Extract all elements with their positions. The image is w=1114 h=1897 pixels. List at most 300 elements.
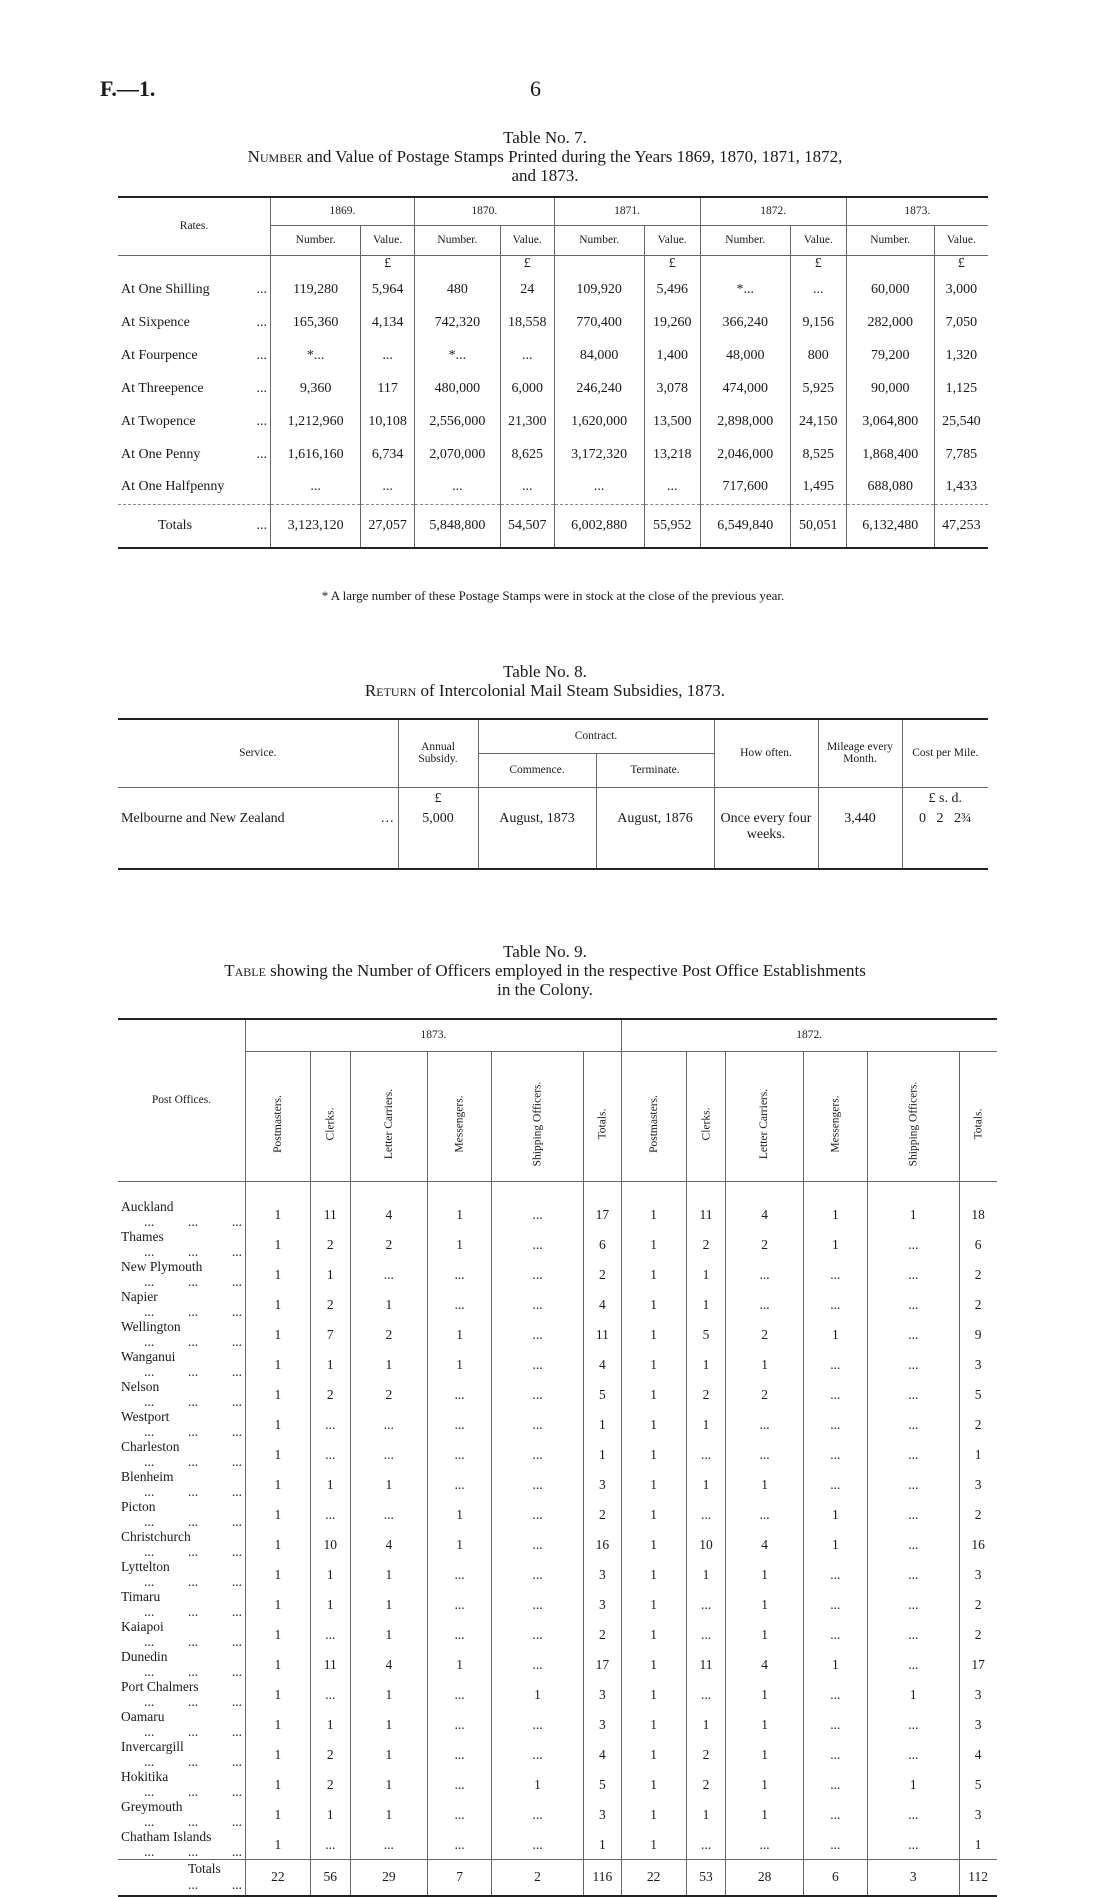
officer-count: 1 [621,1619,686,1649]
post-office-cell [118,1799,246,1829]
table7-title-block [110,128,980,185]
post-office-name: Westport [121,1409,170,1424]
officer-count: 1 [246,1769,311,1799]
post-office-cell [118,1619,246,1649]
totals-leader: ... [256,517,268,533]
officer-count: ... [803,1289,867,1319]
officer-count: 1 [427,1199,491,1229]
post-office-name: Charleston [121,1439,180,1454]
stamp-cell: 366,240 [700,306,790,339]
t8-commence-header: Commence. [478,753,596,787]
officer-count: 1 [350,1679,427,1709]
officer-count: 1 [492,1769,584,1799]
officer-count: 5 [959,1379,996,1409]
officer-count: ... [492,1379,584,1409]
table7-title-rest: and Value of Postage Stamps Printed during the Years 1869, 1870, 1871, 1872, [302,147,843,166]
officer-count: 1 [246,1739,311,1769]
rate-leader: ... [256,314,268,330]
officer-count: 1 [726,1559,803,1589]
officer-count: 1 [310,1589,350,1619]
officer-count: ... [427,1709,491,1739]
stamp-cell: 1,400 [644,339,700,372]
col-header-0-0 [246,1051,311,1181]
col-header-label: Letter Carriers. [382,1088,395,1159]
table-row [118,1619,997,1649]
officer-count: 6 [583,1229,621,1259]
stamp-cell: 1,125 [934,372,988,405]
table-row [118,1289,997,1319]
officer-count: 1 [621,1319,686,1349]
officer-count: 1 [310,1559,350,1589]
pound-sign: £ [644,255,700,273]
t8-mileage-header: Mileage every Month. [818,719,902,787]
row-leader: ... ... ... [144,1664,242,1679]
stamp-cell: 3,000 [934,273,988,306]
officer-count: 4 [726,1649,803,1679]
officer-count: 1 [246,1709,311,1739]
officer-count: 1 [621,1379,686,1409]
officer-count: ... [686,1439,726,1469]
t8-annual-header: Annual Subsidy. [398,719,478,787]
officer-count: 3 [583,1589,621,1619]
page-number: 6 [530,76,541,101]
table8-title-lead: Return [364,681,417,700]
officer-count: ... [803,1259,867,1289]
officer-count: ... [803,1739,867,1769]
t9-totals-value: 116 [583,1860,621,1896]
officer-count: 2 [310,1769,350,1799]
table9-grid [118,1018,997,1897]
officer-count: 1 [621,1289,686,1319]
officer-count: 10 [686,1529,726,1559]
officer-count: ... [350,1439,427,1469]
officer-count: 1 [621,1349,686,1379]
stamp-cell: *... [271,339,361,372]
stamp-cell: 480,000 [414,372,500,405]
stamp-cell: 717,600 [700,471,790,504]
post-office-cell [118,1829,246,1860]
officer-count: 4 [726,1529,803,1559]
post-office-cell [118,1229,246,1259]
officer-count: 1 [246,1469,311,1499]
t9-totals-cell [118,1860,246,1896]
officer-count: 5 [959,1769,996,1799]
col-header-label: Totals. [972,1108,985,1139]
row-leader: ... ... ... [144,1724,242,1739]
post-office-name: Auckland [121,1199,174,1214]
totals-row [118,504,988,548]
officer-count: ... [350,1409,427,1439]
post-office-name: Chatham Islands [121,1829,212,1844]
rate-label: At One Shilling [121,281,210,297]
stamp-cell: 5,964 [361,273,415,306]
rate-label: At Fourpence [121,347,198,363]
officer-count: ... [867,1259,959,1289]
stamp-cell: 1,868,400 [846,438,934,471]
table-row [118,1799,997,1829]
row-leader: ... ... ... [144,1394,242,1409]
officer-count: ... [726,1829,803,1860]
officer-count: 2 [350,1319,427,1349]
officer-count: 3 [583,1679,621,1709]
col-header-label: Messengers. [453,1094,466,1153]
officer-count: 1 [492,1679,584,1709]
stamp-cell: 4,134 [361,306,415,339]
stamp-cell: 742,320 [414,306,500,339]
stamp-cell: 6,000 [500,372,554,405]
officer-count: 11 [686,1649,726,1679]
col-header-label: Letter Carriers. [758,1088,771,1159]
t8-service [118,811,398,869]
officer-count: ... [492,1409,584,1439]
stamp-cell: 2,070,000 [414,438,500,471]
officer-count: 1 [427,1319,491,1349]
officer-count: 1 [686,1349,726,1379]
officer-count: ... [803,1829,867,1860]
stamp-cell: ... [554,471,644,504]
officer-count: ... [686,1829,726,1860]
officer-count: 1 [350,1289,427,1319]
officer-count: ... [867,1529,959,1559]
officer-count: ... [867,1649,959,1679]
stamp-cell: *... [700,273,790,306]
t8-unit-pound: £ [398,787,478,811]
number-header-2: Number. [554,225,644,255]
officer-count: 18 [959,1199,996,1229]
stamp-cell: 3,172,320 [554,438,644,471]
officer-count: ... [726,1289,803,1319]
stamp-cell: 109,920 [554,273,644,306]
officer-count: ... [427,1469,491,1499]
officer-count: ... [492,1349,584,1379]
officer-count: 4 [583,1739,621,1769]
officer-count: ... [726,1259,803,1289]
pound-sign: £ [500,255,554,273]
stamp-cell: 21,300 [500,405,554,438]
number-header-0: Number. [271,225,361,255]
table8-caption: Table No. 8. [503,662,587,681]
post-office-cell [118,1559,246,1589]
officer-count: 1 [246,1619,311,1649]
officer-count: ... [803,1769,867,1799]
row-leader: ... ... ... [144,1754,242,1769]
stamp-cell: ... [361,471,415,504]
col-header-label: Messengers. [829,1094,842,1153]
t9-totals-value: 7 [427,1860,491,1896]
year-1873: 1873. [846,197,988,225]
post-office-name: Picton [121,1499,156,1514]
year-1872: 1872. [700,197,846,225]
officer-count: 4 [350,1529,427,1559]
officer-count: 1 [686,1469,726,1499]
officer-count: 10 [310,1529,350,1559]
officer-count: 1 [310,1799,350,1829]
officer-count: ... [867,1589,959,1619]
rate-cell [118,372,271,405]
stamp-cell: 7,050 [934,306,988,339]
stamp-cell: 246,240 [554,372,644,405]
totals-value: 50,051 [790,504,846,548]
rate-leader: ... [256,281,268,297]
rate-label: At Twopence [121,413,196,429]
officer-count: 3 [959,1349,996,1379]
t8-cost-header: Cost per Mile. [902,719,988,787]
rate-cell [118,471,271,504]
totals-value: 5,848,800 [414,504,500,548]
post-office-name: Invercargill [121,1739,184,1754]
officer-count: ... [867,1709,959,1739]
officer-count: ... [310,1409,350,1439]
officer-count: 1 [726,1589,803,1619]
totals-value: 6,132,480 [846,504,934,548]
stamp-cell: 24,150 [790,405,846,438]
row-leader: ... ... ... [144,1244,242,1259]
officer-count: 7 [310,1319,350,1349]
value-header-0: Value. [361,225,415,255]
post-office-name: New Plymouth [121,1259,203,1274]
officer-count: 1 [246,1829,311,1860]
officer-count: 1 [621,1439,686,1469]
rate-cell [118,306,271,339]
officer-count: 1 [350,1349,427,1379]
officer-count: 5 [583,1379,621,1409]
officer-count: 4 [959,1739,996,1769]
officer-count: ... [350,1829,427,1860]
officer-count: 1 [350,1619,427,1649]
col-header-label: Clerks. [700,1107,713,1140]
officer-count: 1 [726,1469,803,1499]
officer-count: ... [492,1829,584,1860]
table-row [118,1469,997,1499]
officer-count: 1 [867,1679,959,1709]
officer-count: 1 [621,1799,686,1829]
officer-count: ... [310,1439,350,1469]
row-leader: ... ... ... [144,1214,242,1229]
col-header-1-0 [621,1051,686,1181]
officer-count: 1 [310,1259,350,1289]
officer-count: 2 [959,1289,996,1319]
post-offices-header: Post Offices. [151,1094,212,1107]
rate-leader: ... [256,380,268,396]
officer-count: 1 [621,1469,686,1499]
post-office-cell [118,1409,246,1439]
t8-commence: August, 1873 [478,811,596,869]
officer-count: 1 [959,1829,996,1860]
row-leader: ... ... ... [144,1514,242,1529]
table-row [118,372,988,405]
officer-count: ... [427,1559,491,1589]
t9-year-a: 1873. [246,1019,622,1051]
officer-count: 1 [350,1559,427,1589]
officer-count: 2 [726,1379,803,1409]
officer-count: ... [427,1739,491,1769]
officer-count: ... [492,1499,584,1529]
rate-leader: ... [256,347,268,363]
table-row [118,1589,997,1619]
officer-count: 1 [726,1799,803,1829]
totals-value: 47,253 [934,504,988,548]
officer-count: ... [427,1679,491,1709]
officer-count: ... [310,1829,350,1860]
t9-totals-leader: ... ... [188,1877,242,1893]
officer-count: 1 [246,1649,311,1679]
officer-count: ... [310,1499,350,1529]
table-row [118,306,988,339]
officer-count: 1 [427,1499,491,1529]
col-header-label: Totals. [596,1108,609,1139]
table7-title-lead: Number [247,147,303,166]
officer-count: ... [427,1829,491,1860]
officer-count: 1 [427,1529,491,1559]
year-1871: 1871. [554,197,700,225]
stamp-cell: 19,260 [644,306,700,339]
officer-count: 11 [310,1199,350,1229]
t8-how-often: Once every four weeks. [714,811,818,869]
post-office-cell [118,1319,246,1349]
stamp-cell: 24 [500,273,554,306]
officer-count: 1 [621,1559,686,1589]
officer-count: ... [867,1829,959,1860]
post-office-cell [118,1199,246,1229]
officer-count: 1 [246,1379,311,1409]
officer-count: 4 [583,1349,621,1379]
post-office-name: Christchurch [121,1529,191,1544]
officer-count: 2 [583,1619,621,1649]
t8-annual: 5,000 [398,811,478,869]
rate-leader: ... [256,413,268,429]
post-office-name: Timaru [121,1589,161,1604]
officer-count: ... [867,1559,959,1589]
officer-count: 1 [583,1409,621,1439]
post-office-name: Lyttelton [121,1559,170,1574]
officer-count: 1 [726,1709,803,1739]
post-office-name: Oamaru [121,1709,165,1724]
officer-count: ... [867,1229,959,1259]
post-office-name: Nelson [121,1379,160,1394]
stamp-cell: 2,046,000 [700,438,790,471]
officer-count: 3 [959,1709,996,1739]
officer-count: ... [350,1499,427,1529]
t8-leader: ... [381,811,395,826]
officer-count: 1 [246,1349,311,1379]
officer-count: 1 [246,1199,311,1229]
table-row [118,1439,997,1469]
officer-count: 1 [867,1199,959,1229]
officer-count: 1 [686,1259,726,1289]
table-row [118,438,988,471]
row-leader: ... ... ... [144,1274,242,1289]
officer-count: 1 [686,1289,726,1319]
officer-count: 2 [726,1229,803,1259]
officer-count: 1 [621,1529,686,1559]
officer-count: ... [492,1529,584,1559]
stamp-cell: 79,200 [846,339,934,372]
post-office-cell [118,1379,246,1409]
officer-count: 1 [246,1259,311,1289]
stamp-cell: 3,078 [644,372,700,405]
totals-value: 27,057 [361,504,415,548]
t8-howoften-header: How often. [714,719,818,787]
table8-title-rest: of Intercolonial Mail Steam Subsidies, 1873. [416,681,726,700]
t8-unit-lsd: £ s. d. [902,787,988,811]
officer-count: 16 [583,1529,621,1559]
stamp-cell: 5,925 [790,372,846,405]
officer-count: ... [492,1199,584,1229]
officer-count: ... [686,1619,726,1649]
year-1870: 1870. [414,197,554,225]
table7 [118,196,988,549]
officer-count: ... [803,1409,867,1439]
officer-count: 1 [246,1409,311,1439]
col-header-1-1 [686,1051,726,1181]
table7-title [110,147,980,166]
row-leader: ... ... ... [144,1484,242,1499]
officer-count: 1 [803,1499,867,1529]
officer-count: 1 [310,1709,350,1739]
officer-count: 2 [310,1289,350,1319]
page-code: F.—1. [100,76,156,101]
table-row [118,405,988,438]
officer-count: 3 [959,1799,996,1829]
post-office-cell [118,1499,246,1529]
officer-count: ... [803,1589,867,1619]
rate-label: At Threepence [121,380,204,396]
value-header-4: Value. [934,225,988,255]
officer-count: ... [427,1409,491,1439]
officer-count: ... [803,1349,867,1379]
row-leader: ... ... ... [144,1604,242,1619]
stamp-cell: 8,625 [500,438,554,471]
officer-count: 2 [959,1499,996,1529]
post-office-cell [118,1469,246,1499]
stamp-cell: 5,496 [644,273,700,306]
officer-count: ... [686,1679,726,1709]
table-row [118,1229,997,1259]
stamp-cell: ... [271,471,361,504]
officer-count: ... [867,1379,959,1409]
value-header-3: Value. [790,225,846,255]
post-office-name: Napier [121,1289,158,1304]
totals-value: 55,952 [644,504,700,548]
officer-count: 1 [310,1349,350,1379]
table-row [118,1769,997,1799]
stamp-cell: 688,080 [846,471,934,504]
officer-count: ... [726,1409,803,1439]
t9-totals-value: 53 [686,1860,726,1896]
row-leader: ... ... ... [144,1784,242,1799]
officer-count: 2 [310,1379,350,1409]
officer-count: 5 [583,1769,621,1799]
post-office-cell [118,1739,246,1769]
t8-terminate: August, 1876 [596,811,714,869]
officer-count: 11 [310,1649,350,1679]
rate-label: At One Halfpenny [121,479,225,495]
officer-count: 1 [686,1709,726,1739]
officer-count: 1 [621,1709,686,1739]
officer-count: 2 [959,1619,996,1649]
officer-count: 1 [803,1529,867,1559]
officer-count: 1 [726,1739,803,1769]
rate-leader: ... [256,446,268,462]
table-row [118,1739,997,1769]
officer-count: 1 [583,1439,621,1469]
officer-count: 1 [726,1679,803,1709]
stamp-cell: ... [500,339,554,372]
stamp-cell: 474,000 [700,372,790,405]
officer-count: 1 [246,1229,311,1259]
officer-count: ... [310,1679,350,1709]
post-office-name: Kaiapoi [121,1619,164,1634]
